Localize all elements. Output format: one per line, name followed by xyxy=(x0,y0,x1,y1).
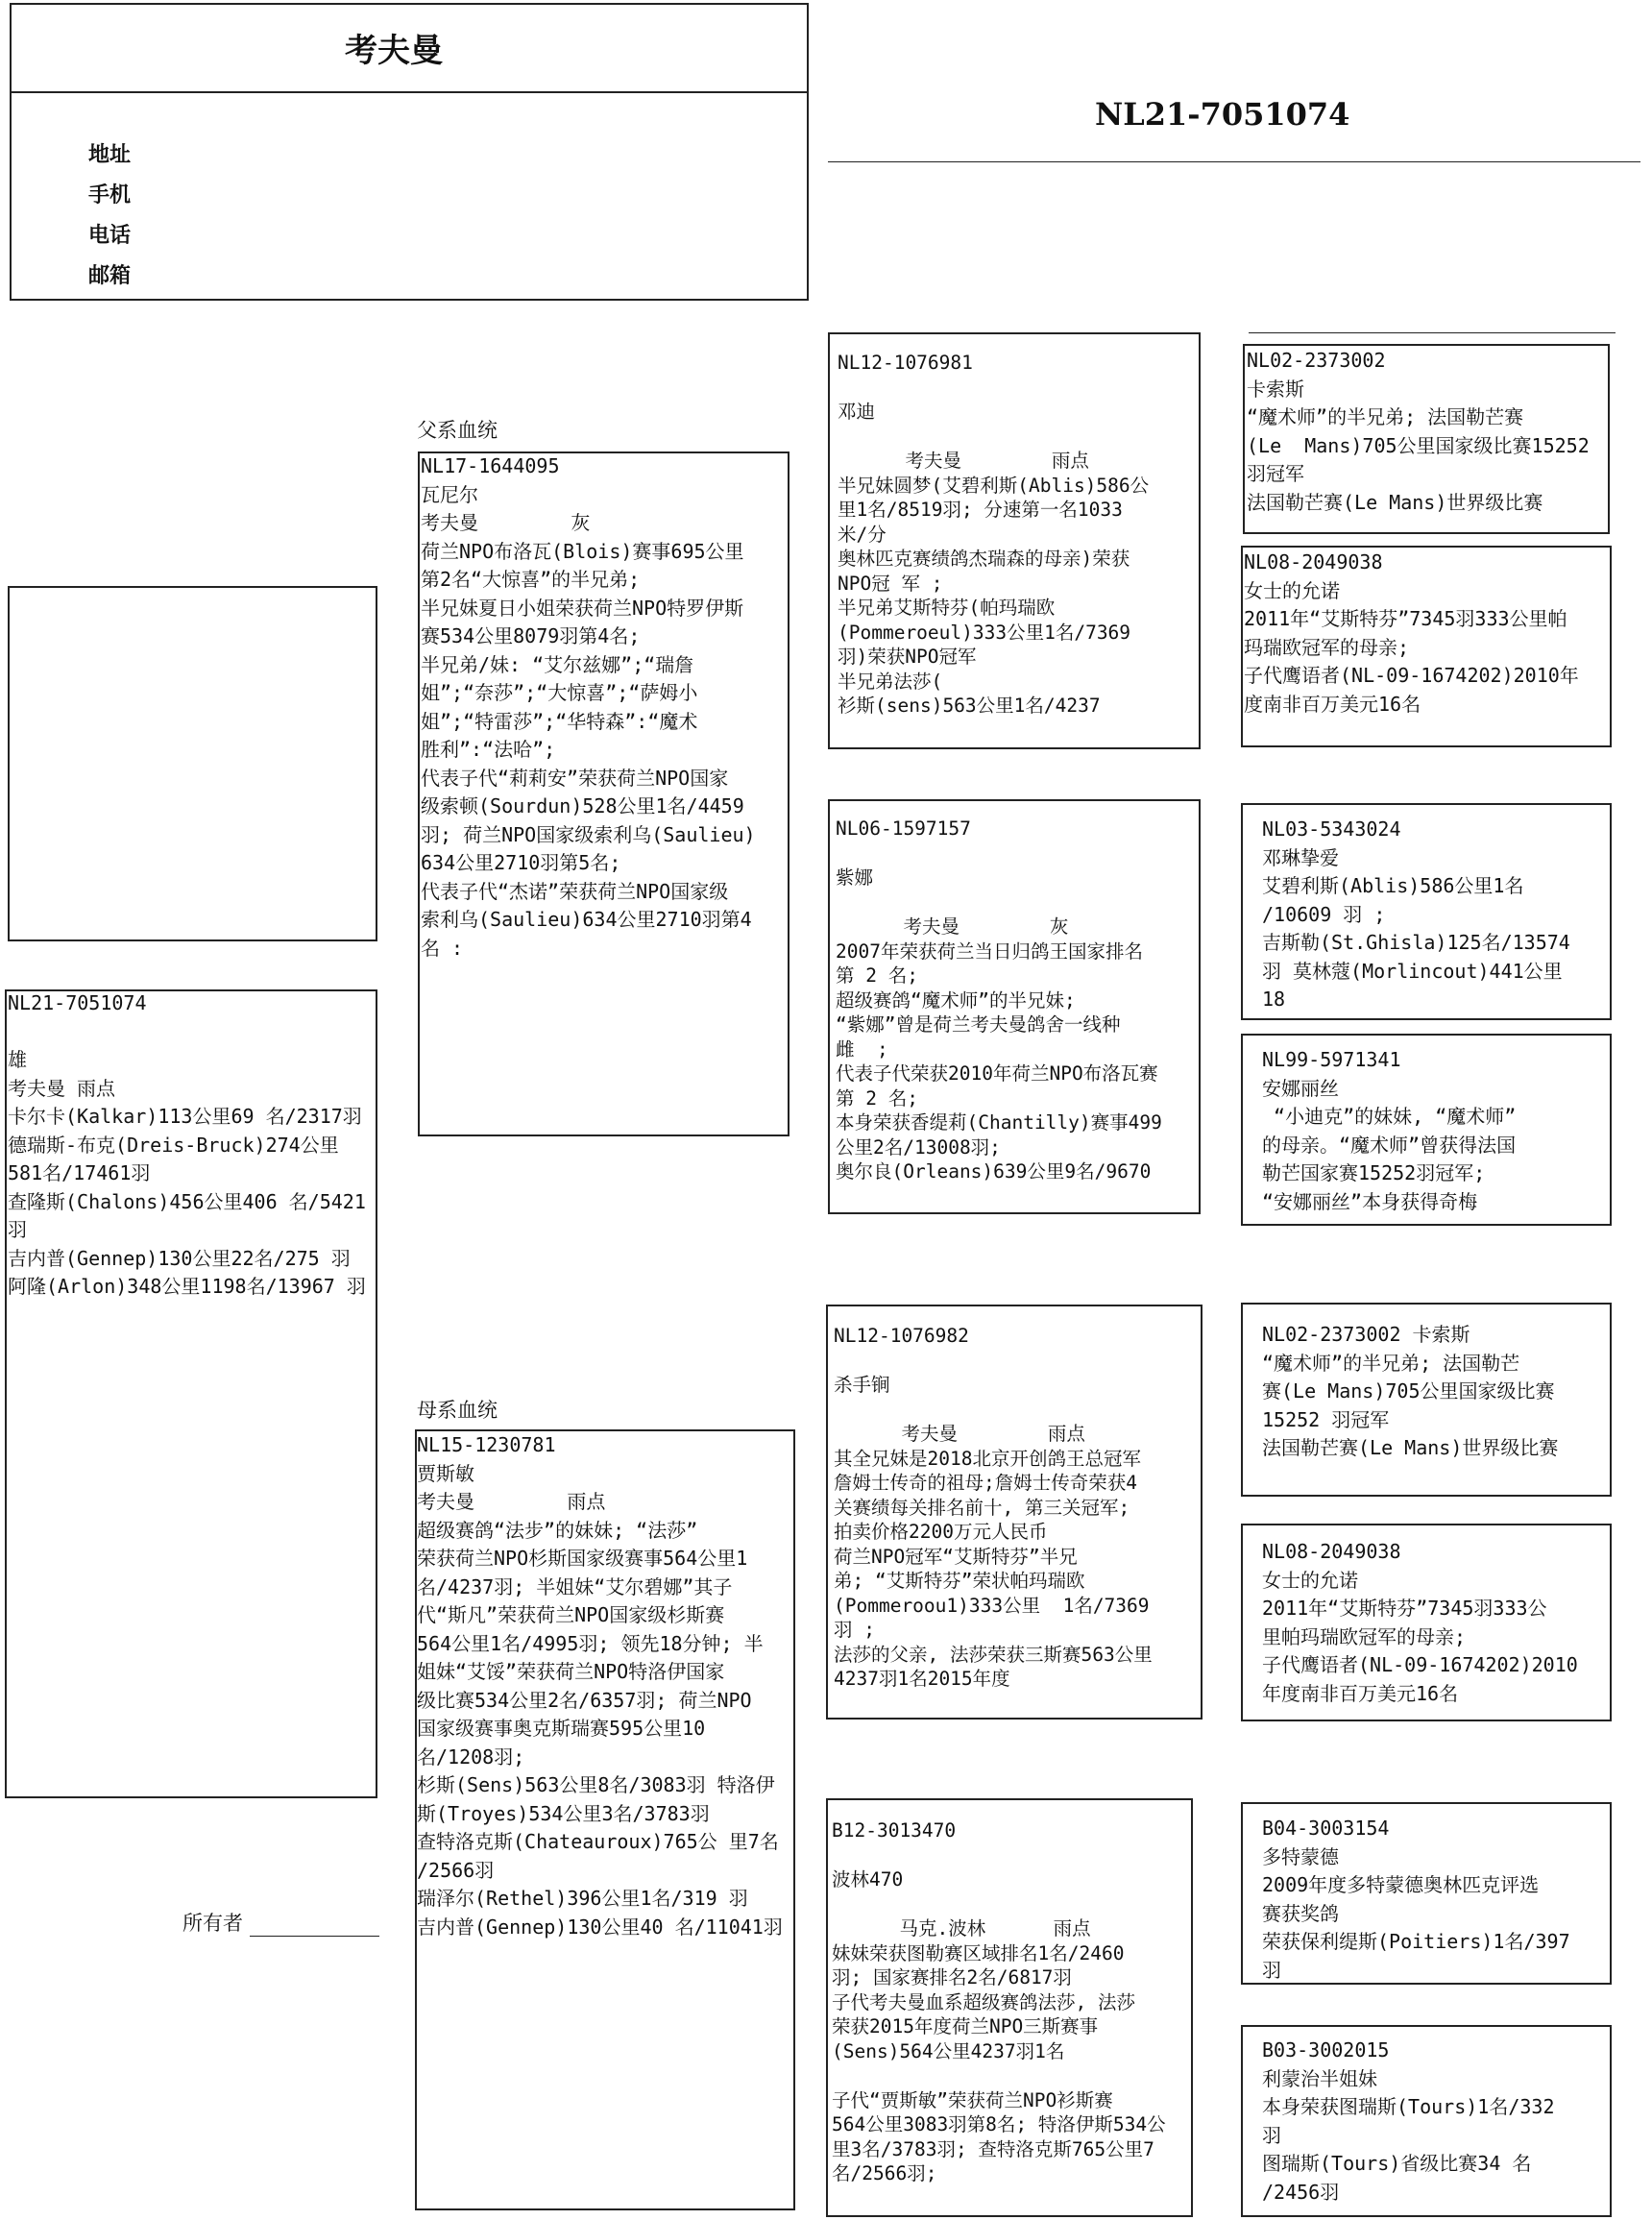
text-line: 子代“贾斯敏”荣获荷兰NPO衫斯赛 xyxy=(832,2088,1113,2111)
text-line: 拍卖价格2200万元人民币 xyxy=(834,1521,1048,1543)
mobile-label: 手机 xyxy=(88,183,132,207)
text-line: 18 xyxy=(1262,988,1286,1011)
text-line: 玛瑞欧冠军的母亲; xyxy=(1244,635,1410,659)
text-line: 赛(Le Mans)705公里国家级比赛 xyxy=(1262,1379,1555,1403)
text-line: 羽; 荷兰NPO国家级索利乌(Saulieu) xyxy=(421,822,756,846)
text-line: “紫娜”曾是荷兰考夫曼鸽舍一线种 xyxy=(836,1013,1121,1036)
text-line: 羽 ; xyxy=(834,1619,875,1641)
ggp-details-5 xyxy=(1262,1321,1610,1463)
contact-labels xyxy=(88,134,131,296)
text-line: 考夫曼 灰 xyxy=(421,511,591,534)
text-line: 公里2名/13008羽; xyxy=(836,1135,1001,1159)
text-line: 吉斯勒(St.Ghisla)125名/13574 xyxy=(1262,931,1570,954)
text-line: NL17-1644095 xyxy=(421,454,560,477)
text-line: 名 : xyxy=(421,936,464,960)
text-line: 多特蒙德 xyxy=(1262,1844,1339,1868)
text-line: 代表子代“杰诺”荣获荷兰NPO国家级 xyxy=(421,879,729,903)
text-line: 斯(Troyes)534公里3名/3783羽 xyxy=(417,1801,710,1825)
text-line: NL15-1230781 xyxy=(417,1433,556,1456)
owner-label-text: 所有者 xyxy=(182,1912,243,1935)
text-line: 半兄弟法莎( xyxy=(838,670,943,693)
email-label: 邮箱 xyxy=(88,263,132,288)
page-title: 考夫曼 xyxy=(345,32,443,70)
text-line: 衫斯(sens)563公里1名/4237 xyxy=(838,695,1101,717)
text-line: 564公里1名/4995羽; 领先18分钟; 半 xyxy=(417,1631,764,1655)
text-line: 阿隆(Arlon)348公里1198名/13967 羽 xyxy=(8,1275,366,1298)
owner-line xyxy=(250,1918,379,1937)
text-line: 雌 ; xyxy=(836,1037,888,1061)
text-line: 荣获2015年度荷兰NPO三斯赛事 xyxy=(832,2015,1099,2037)
text-line: 赛534公里8079羽第4名; xyxy=(421,624,641,647)
text-line: 2007年荣获荷兰当日归鸽王国家排名 xyxy=(836,939,1143,963)
text-line: 第 2 名; xyxy=(836,964,918,987)
text-line: 考夫曼 雨点 xyxy=(417,1490,606,1513)
text-line: 名/2566羽; xyxy=(832,2162,937,2184)
text-line: 564公里3083羽第8名; 特洛伊斯534公 xyxy=(832,2113,1166,2135)
text-line: 代“斯凡”荣获荷兰NPO国家级杉斯赛 xyxy=(417,1603,725,1626)
granddam-dam-details xyxy=(832,1818,1192,2186)
ring-underline xyxy=(828,161,1640,162)
text-line: NL06-1597157 xyxy=(836,817,971,840)
text-line: /2456羽 xyxy=(1262,2180,1340,2204)
text-line: 赛获奖鸽 xyxy=(1262,1901,1339,1925)
text-line: 国家级赛事奥克斯瑞赛595公里10 xyxy=(417,1717,706,1740)
text-line: 2011年“艾斯特芬”7345羽333公 xyxy=(1262,1597,1547,1620)
text-line xyxy=(8,1018,377,1047)
text-line: 卡尔卡(Kalkar)113公里69 名/2317羽 xyxy=(8,1105,362,1128)
text-line xyxy=(836,842,1199,866)
ggp-details-3 xyxy=(1262,816,1610,1014)
phone-label: 电话 xyxy=(88,223,132,248)
text-line: 15252 羽冠军 xyxy=(1262,1407,1390,1431)
text-line: 女士的允诺 xyxy=(1244,578,1340,602)
text-line: 代表子代荣获2010年荷兰NPO布洛瓦赛 xyxy=(836,1062,1158,1085)
text-line: 2011年“艾斯特芬”7345羽333公里帕 xyxy=(1244,607,1567,630)
text-line: 羽 xyxy=(8,1218,27,1241)
subject-details xyxy=(8,989,377,1302)
text-line: 子代鹰语者(NL-09-1674202)2010 xyxy=(1262,1653,1578,1676)
pigeon-photo xyxy=(8,586,377,941)
text-line: 奥林匹克赛绩鸽杰瑞森的母亲)荣获 xyxy=(838,548,1130,570)
text-line: NL02-2373002 卡索斯 xyxy=(1262,1323,1470,1346)
text-line: 波林470 xyxy=(832,1868,904,1891)
text-line: NL03-5343024 xyxy=(1262,817,1401,841)
text-line: 半兄弟/妹: “艾尔兹娜”;“瑞詹 xyxy=(421,652,694,676)
text-line: 荣获荷兰NPO杉斯国家级赛事564公里1 xyxy=(417,1547,748,1570)
text-line: 妹妹荣获图勒赛区域排名1名/2460 xyxy=(832,1941,1125,1964)
text-line: 其全兄妹是2018北京开创鸽王总冠军 xyxy=(834,1447,1141,1470)
text-line xyxy=(832,1843,1192,1868)
text-line: 羽 xyxy=(1262,1958,1281,1982)
text-line: 里3名/3783羽; 查特洛克斯765公里7 xyxy=(832,2137,1154,2160)
text-line xyxy=(838,425,1198,450)
ggp-details-7 xyxy=(1262,1815,1610,1985)
text-line: 法莎的父亲, 法莎荣获三斯赛563公里 xyxy=(834,1643,1153,1666)
text-line: B04-3003154 xyxy=(1262,1817,1390,1840)
text-line: 羽冠军 xyxy=(1247,462,1304,485)
text-line: 德瑞斯-布克(Dreis-Bruck)274公里 xyxy=(8,1133,339,1157)
text-line: 米/分 xyxy=(838,523,887,546)
text-line: 马克.波林 雨点 xyxy=(832,1917,1091,1939)
top-rule xyxy=(1249,332,1616,333)
text-line: /10609 羽 ; xyxy=(1262,902,1386,926)
text-line: 级索顿(Sourdun)528公里1名/4459 xyxy=(421,794,744,817)
text-line: 关赛绩每关排名前十, 第三关冠军; xyxy=(834,1496,1130,1519)
text-line: 羽 xyxy=(1262,2123,1281,2147)
text-line: 弟; “艾斯特芬”荣状帕玛瑞欧 xyxy=(834,1570,1085,1592)
text-line: NL12-1076982 xyxy=(834,1325,969,1347)
text-line: 名/4237羽; 半姐妹“艾尔碧娜”其子 xyxy=(417,1574,733,1598)
text-line: 法国勒芒赛(Le Mans)世界级比赛 xyxy=(1262,1436,1559,1459)
text-line: 名/1208羽; xyxy=(417,1744,525,1769)
ggp-details-6 xyxy=(1262,1538,1610,1708)
text-line: 杉斯(Sens)563公里8名/3083羽 特洛伊 xyxy=(417,1773,775,1796)
sire-details xyxy=(421,452,790,963)
text-line: 法国勒芒赛(Le Mans)世界级比赛 xyxy=(1247,490,1543,514)
text-line: 羽; 国家赛排名2名/6817羽 xyxy=(832,1966,1072,1988)
text-line: 姐妹“艾馁”荣获荷兰NPO特洛伊国家 xyxy=(417,1660,725,1683)
text-line xyxy=(834,1349,1199,1374)
text-line: 姐”;“特雷莎”;“华特森”:“魔术 xyxy=(421,709,698,733)
text-line: (Sens)564公里4237羽1名 xyxy=(832,2039,1065,2062)
text-line: 考夫曼 雨点 xyxy=(838,450,1089,472)
text-line: 荷兰NPO布洛瓦(Blois)赛事695公里 xyxy=(421,539,744,563)
text-line: B12-3013470 xyxy=(832,1819,957,1842)
text-line: 图瑞斯(Tours)省级比赛34 名 xyxy=(1262,2152,1532,2175)
text-line: 邓琳挚爱 xyxy=(1262,845,1339,869)
ggp-details-2 xyxy=(1244,549,1611,719)
text-line xyxy=(834,1398,1199,1423)
text-line: 安娜丽丝 xyxy=(1262,1076,1339,1100)
text-line: 半兄妹夏日小姐荣获荷兰NPO特罗伊斯 xyxy=(421,596,744,620)
text-line: 艾碧利斯(Ablis)586公里1名 xyxy=(1262,874,1524,897)
text-line: 的母亲。“魔术师”曾获得法国 xyxy=(1262,1133,1517,1157)
text-line: 女士的允诺 xyxy=(1262,1568,1358,1592)
text-line: 荷兰NPO冠军“艾斯特芬”半兄 xyxy=(834,1545,1078,1568)
text-line: NL99-5971341 xyxy=(1262,1048,1401,1071)
text-line: /2566羽 xyxy=(417,1858,495,1882)
text-line: 考夫曼 雨点 xyxy=(8,1076,116,1100)
text-line: 奥尔良(Orleans)639公里9名/9670 xyxy=(836,1160,1152,1183)
granddam-sire-details xyxy=(836,817,1199,1184)
text-line: 超级赛鸽“法步”的妹妹; “法莎” xyxy=(417,1518,698,1542)
grandsire-dam-details xyxy=(834,1324,1199,1692)
text-line: 吉内普(Gennep)130公里22名/275 羽 xyxy=(8,1246,351,1270)
text-line: 瓦尼尔 xyxy=(421,482,478,506)
text-line: 半兄妹圆梦(艾碧利斯(Ablis)586公 xyxy=(838,474,1150,497)
text-line: NL21-7051074 xyxy=(8,991,147,1014)
text-line xyxy=(832,2063,1192,2088)
text-line: 羽 莫林蔻(Morlincout)441公里 xyxy=(1262,959,1563,983)
text-line xyxy=(832,1892,1192,1917)
text-line: 581名/17461羽 xyxy=(8,1161,151,1184)
text-line xyxy=(836,890,1199,915)
ggp-details-1 xyxy=(1247,347,1610,517)
text-line: 考夫曼 灰 xyxy=(836,915,1069,938)
text-line: 紫娜 xyxy=(836,866,874,889)
ring-number: NL21-7051074 xyxy=(1095,96,1350,133)
text-line: “魔术师”的半兄弟; 法国勒芒 xyxy=(1262,1351,1520,1375)
text-line: 勒芒国家赛15252羽冠军; xyxy=(1262,1161,1486,1184)
text-line: 级比赛534公里2名/6357羽; 荷兰NPO xyxy=(417,1688,752,1712)
text-line: 卡索斯 xyxy=(1247,377,1304,401)
text-line: 4237羽1名2015年度 xyxy=(834,1668,1010,1690)
text-line: 本身荣获香缇莉(Chantilly)赛事499 xyxy=(836,1111,1162,1134)
text-line: 荣获保利缇斯(Poitiers)1名/397 xyxy=(1262,1930,1570,1953)
text-line: 吉内普(Gennep)130公里40 名/11041羽 xyxy=(417,1915,783,1939)
text-line: NL02-2373002 xyxy=(1247,349,1386,372)
text-line: 雄 xyxy=(8,1048,27,1071)
text-line: 第2名“大惊喜”的半兄弟; xyxy=(421,568,641,591)
text-line: 里1名/8519羽; 分速第一名1033 xyxy=(838,499,1123,521)
dam-details xyxy=(417,1431,796,1941)
text-line: 子代鹰语者(NL-09-1674202)2010年 xyxy=(1244,664,1579,687)
text-line: 考夫曼 雨点 xyxy=(834,1423,1085,1445)
text-line: 2009年度多特蒙德奥林匹克评选 xyxy=(1262,1873,1540,1896)
ggp-details-4 xyxy=(1262,1046,1610,1216)
text-line: 杀手锏 xyxy=(834,1374,890,1396)
text-line: NPO冠 军 ; xyxy=(838,572,943,595)
text-line: 瑞泽尔(Rethel)396公里1名/319 羽 xyxy=(417,1887,748,1910)
text-line: NL08-2049038 xyxy=(1244,550,1383,573)
text-line: “安娜丽丝”本身获得奇梅 xyxy=(1262,1189,1478,1213)
text-line: 姐”;“奈莎”;“大惊喜”;“萨姆小 xyxy=(421,681,698,704)
text-line: 半兄弟艾斯特芬(帕玛瑞欧 xyxy=(838,597,1056,619)
dam-line-label: 母系血统 xyxy=(417,1399,498,1422)
text-line: “魔术师”的半兄弟; 法国勒芒赛 xyxy=(1247,405,1524,428)
address-label: 地址 xyxy=(88,142,132,167)
text-line: 查特洛克斯(Chateauroux)765公 里7名 xyxy=(417,1830,779,1853)
text-line: 詹姆士传奇的祖母;詹姆士传奇荣获4 xyxy=(834,1472,1137,1494)
text-line: 羽)荣获NPO冠军 xyxy=(838,646,977,668)
owner-label xyxy=(182,1908,379,1937)
text-line: 查隆斯(Chalons)456公里406 名/5421 xyxy=(8,1189,366,1213)
text-line: 634公里2710羽第5名; xyxy=(421,851,621,874)
sire-line-label: 父系血统 xyxy=(417,419,498,442)
text-line: 本身荣获图瑞斯(Tours)1名/332 xyxy=(1262,2095,1555,2118)
text-line: 代表子代“莉莉安”荣获荷兰NPO国家 xyxy=(421,766,729,790)
text-line: 邓迪 xyxy=(838,401,876,423)
text-line: (Pommeroeul)333公里1名/7369 xyxy=(838,621,1131,644)
header-divider xyxy=(10,91,809,93)
text-line: NL08-2049038 xyxy=(1262,1540,1401,1563)
text-line: 度南非百万美元16名 xyxy=(1244,692,1421,716)
grandsire-sire-details xyxy=(838,351,1198,719)
text-line: 子代考夫曼血系超级赛鸽法莎, 法莎 xyxy=(832,1990,1135,2013)
text-line: 超级赛鸽“魔术师”的半兄妹; xyxy=(836,988,1076,1012)
text-line: 里帕玛瑞欧冠军的母亲; xyxy=(1262,1624,1467,1648)
text-line: NL12-1076981 xyxy=(838,352,973,374)
text-line xyxy=(838,376,1198,401)
text-line: 利蒙治半姐妹 xyxy=(1262,2066,1377,2090)
text-line: 贾斯敏 xyxy=(417,1461,474,1485)
text-line: 索利乌(Saulieu)634公里2710羽第4 xyxy=(421,908,752,931)
text-line: (Le Mans)705公里国家级比赛15252 xyxy=(1247,433,1590,457)
text-line: 第 2 名; xyxy=(836,1086,918,1110)
text-line: “小迪克”的妹妹, “魔术师” xyxy=(1262,1105,1517,1128)
text-line: 年度南非百万美元16名 xyxy=(1262,1681,1459,1705)
text-line: 胜利”:“法哈”; xyxy=(421,738,556,761)
text-line: (Pommeroou1)333公里 1名/7369 xyxy=(834,1594,1150,1617)
text-line: B03-3002015 xyxy=(1262,2038,1390,2061)
ggp-details-8 xyxy=(1262,2037,1610,2207)
